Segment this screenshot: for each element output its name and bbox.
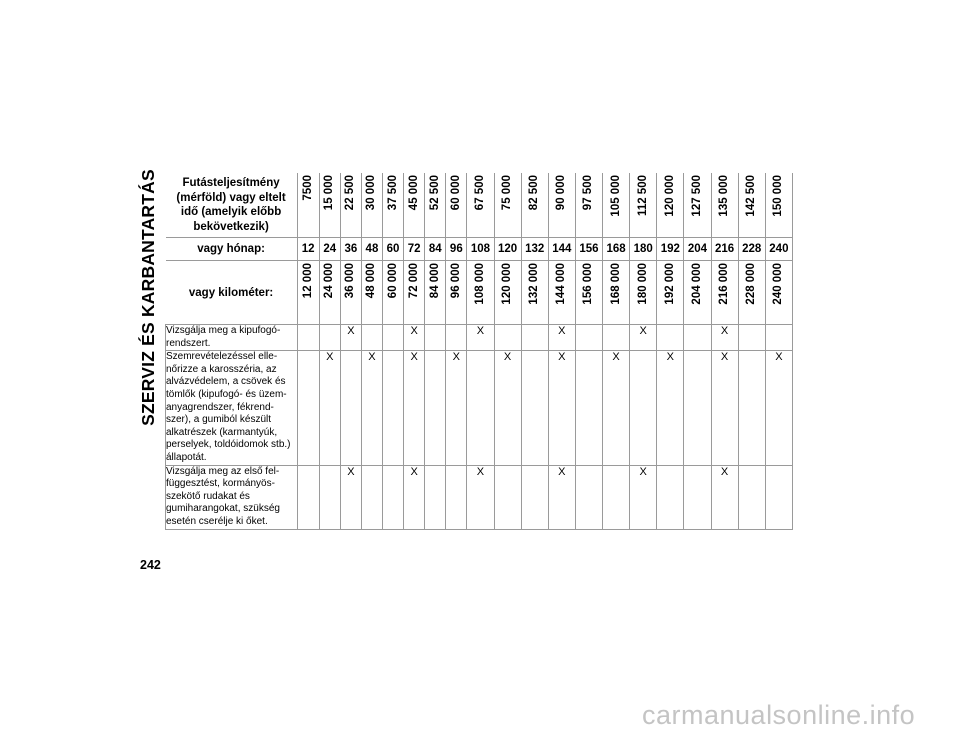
mileage-value xyxy=(738,173,765,238)
mileage-value xyxy=(446,173,467,238)
interval-mark xyxy=(383,325,404,351)
interval-mark: X xyxy=(340,465,361,529)
mileage-value-text: 97 500 xyxy=(582,175,595,211)
interval-mark: X xyxy=(603,351,630,465)
kilometer-value-text: 48 000 xyxy=(365,263,378,299)
mileage-value xyxy=(319,173,340,238)
kilometer-value xyxy=(521,261,548,325)
interval-mark: X xyxy=(630,465,657,529)
mileage-value xyxy=(684,173,711,238)
interval-mark xyxy=(297,465,319,529)
maintenance-items xyxy=(166,325,793,530)
month-value: 108 xyxy=(467,238,494,261)
interval-mark xyxy=(446,465,467,529)
interval-mark xyxy=(575,325,602,351)
mileage-value-text: 45 000 xyxy=(407,175,420,211)
kilometer-value-text: 108 000 xyxy=(473,263,486,305)
mileage-value xyxy=(765,173,792,238)
mileage-value xyxy=(425,173,446,238)
interval-mark xyxy=(575,465,602,529)
interval-mark xyxy=(425,465,446,529)
interval-mark: X xyxy=(548,325,575,351)
kilometer-value-text: 228 000 xyxy=(745,263,758,305)
month-value: 24 xyxy=(319,238,340,261)
mileage-value-text: 120 000 xyxy=(663,175,676,217)
mileage-value-text: 127 500 xyxy=(690,175,703,217)
interval-mark xyxy=(521,465,548,529)
month-value: 216 xyxy=(711,238,738,261)
month-value: 84 xyxy=(425,238,446,261)
mileage-value-text: 75 000 xyxy=(501,175,514,211)
month-value: 192 xyxy=(657,238,684,261)
kilometer-value-text: 180 000 xyxy=(636,263,649,305)
interval-mark xyxy=(657,325,684,351)
kilometer-value-text: 12 000 xyxy=(301,263,314,299)
interval-mark: X xyxy=(404,325,425,351)
month-value: 228 xyxy=(738,238,765,261)
kilometer-value-text: 216 000 xyxy=(718,263,731,305)
interval-mark: X xyxy=(657,351,684,465)
kilometer-value xyxy=(425,261,446,325)
mileage-value xyxy=(603,173,630,238)
kilometer-value xyxy=(361,261,382,325)
month-value: 156 xyxy=(575,238,602,261)
interval-mark xyxy=(765,325,792,351)
mileage-value-text: 135 000 xyxy=(718,175,731,217)
interval-mark: X xyxy=(548,351,575,465)
interval-mark: X xyxy=(404,351,425,465)
interval-mark: X xyxy=(446,351,467,465)
interval-mark xyxy=(521,351,548,465)
kilometer-value-text: 84 000 xyxy=(428,263,441,299)
interval-mark xyxy=(297,325,319,351)
maintenance-item-description: Vizsgálja meg a kipufogó-rendszert. xyxy=(166,325,298,351)
mileage-value xyxy=(467,173,494,238)
mileage-value xyxy=(630,173,657,238)
table-row xyxy=(166,465,793,529)
kilometer-value-text: 240 000 xyxy=(772,263,785,305)
kilometer-value-text: 120 000 xyxy=(501,263,514,305)
month-value: 12 xyxy=(297,238,319,261)
kilometer-value-text: 204 000 xyxy=(690,263,703,305)
mileage-value-text: 15 000 xyxy=(323,175,336,211)
month-value: 168 xyxy=(603,238,630,261)
interval-mark xyxy=(603,325,630,351)
month-value: 240 xyxy=(765,238,792,261)
table-row xyxy=(166,325,793,351)
page-number: 242 xyxy=(140,558,161,572)
interval-mark xyxy=(383,351,404,465)
interval-mark xyxy=(684,351,711,465)
interval-mark xyxy=(738,465,765,529)
kilometer-value xyxy=(711,261,738,325)
kilometer-value xyxy=(319,261,340,325)
mileage-value-text: 150 000 xyxy=(772,175,785,217)
table-row xyxy=(166,351,793,465)
month-value: 180 xyxy=(630,238,657,261)
interval-mark xyxy=(361,325,382,351)
month-value: 36 xyxy=(340,238,361,261)
mileage-value xyxy=(521,173,548,238)
kilometer-value xyxy=(340,261,361,325)
interval-mark: X xyxy=(494,351,521,465)
interval-mark xyxy=(340,351,361,465)
mileage-value xyxy=(548,173,575,238)
mileage-value xyxy=(340,173,361,238)
kilometer-value-text: 24 000 xyxy=(323,263,336,299)
interval-mark xyxy=(575,351,602,465)
kilometer-value xyxy=(383,261,404,325)
kilometer-header-row xyxy=(166,261,793,325)
kilometer-value xyxy=(404,261,425,325)
interval-mark: X xyxy=(340,325,361,351)
interval-mark xyxy=(446,325,467,351)
interval-mark xyxy=(319,325,340,351)
interval-mark xyxy=(425,351,446,465)
interval-mark xyxy=(738,351,765,465)
section-side-title-text: SZERVIZ ÉS KARBANTARTÁS xyxy=(137,168,158,426)
month-value: 72 xyxy=(404,238,425,261)
mileage-value xyxy=(404,173,425,238)
kilometer-value xyxy=(738,261,765,325)
interval-mark xyxy=(297,351,319,465)
kilometer-value xyxy=(548,261,575,325)
month-header-row xyxy=(166,238,793,261)
month-value: 132 xyxy=(521,238,548,261)
interval-mark: X xyxy=(319,351,340,465)
kilometer-value xyxy=(603,261,630,325)
mileage-header-label: Futásteljesítmény (mérföld) vagy eltelt idő (amelyik előbb bekövetkezik) xyxy=(166,173,298,238)
interval-mark: X xyxy=(765,351,792,465)
month-value: 48 xyxy=(361,238,382,261)
section-side-title xyxy=(137,166,159,428)
maintenance-item-description: Vizsgálja meg az első fel-függesztést, kormányös-szekötő rudakat és gumiharangokat, szükség esetén cserélje ki őket. xyxy=(166,465,298,529)
month-value: 96 xyxy=(446,238,467,261)
interval-mark xyxy=(494,465,521,529)
interval-mark: X xyxy=(361,351,382,465)
interval-mark: X xyxy=(711,351,738,465)
mileage-header-row xyxy=(166,173,793,238)
month-value: 120 xyxy=(494,238,521,261)
maintenance-schedule-table xyxy=(165,173,793,530)
footer-watermark: carmanualsonline.info xyxy=(642,700,916,730)
kilometer-value-text: 72 000 xyxy=(407,263,420,299)
mileage-value xyxy=(575,173,602,238)
kilometer-value-text: 96 000 xyxy=(449,263,462,299)
mileage-value-text: 22 500 xyxy=(344,175,357,211)
mileage-value-text: 7500 xyxy=(301,175,314,201)
mileage-value-text: 37 500 xyxy=(386,175,399,211)
interval-mark xyxy=(383,465,404,529)
interval-mark xyxy=(684,325,711,351)
kilometer-value-text: 60 000 xyxy=(386,263,399,299)
mileage-value xyxy=(297,173,319,238)
interval-mark: X xyxy=(630,325,657,351)
month-value: 144 xyxy=(548,238,575,261)
mileage-value xyxy=(494,173,521,238)
interval-mark: X xyxy=(467,465,494,529)
interval-mark xyxy=(521,325,548,351)
mileage-value xyxy=(383,173,404,238)
kilometer-value xyxy=(684,261,711,325)
mileage-value xyxy=(361,173,382,238)
mileage-value-text: 112 500 xyxy=(636,175,649,216)
month-value: 60 xyxy=(383,238,404,261)
interval-mark: X xyxy=(404,465,425,529)
interval-mark xyxy=(630,351,657,465)
month-header-label: vagy hónap: xyxy=(166,238,298,261)
mileage-value-text: 30 000 xyxy=(365,175,378,211)
kilometer-value-text: 168 000 xyxy=(609,263,622,305)
mileage-value-text: 82 500 xyxy=(528,175,541,211)
interval-mark xyxy=(319,465,340,529)
kilometer-value xyxy=(765,261,792,325)
interval-mark xyxy=(467,351,494,465)
interval-mark xyxy=(765,465,792,529)
kilometer-value xyxy=(630,261,657,325)
kilometer-value xyxy=(467,261,494,325)
month-value: 204 xyxy=(684,238,711,261)
kilometer-value xyxy=(297,261,319,325)
kilometer-value xyxy=(446,261,467,325)
mileage-value-text: 105 000 xyxy=(609,175,622,217)
interval-mark xyxy=(738,325,765,351)
mileage-value-text: 60 000 xyxy=(449,175,462,211)
interval-mark: X xyxy=(548,465,575,529)
kilometer-value xyxy=(657,261,684,325)
mileage-value xyxy=(657,173,684,238)
interval-mark: X xyxy=(467,325,494,351)
kilometer-header-label: vagy kilométer: xyxy=(166,261,298,325)
maintenance-item-description: Szemrevételezéssel elle-nőrizze a karosszéria, az alvázvédelem, a csövek és tömlők (kipufogó- és üzem-anyagrendszer, fékrend-szer), a gumiból készült alkatrészek (karmantyúk, perselyek, toldóidomok stb.) állapotát. xyxy=(166,351,298,465)
kilometer-value-text: 156 000 xyxy=(582,263,595,305)
interval-mark xyxy=(684,465,711,529)
kilometer-value xyxy=(494,261,521,325)
interval-mark xyxy=(657,465,684,529)
mileage-value-text: 142 500 xyxy=(745,175,758,217)
mileage-value-text: 90 000 xyxy=(555,175,568,211)
mileage-value-text: 67 500 xyxy=(473,175,486,211)
kilometer-value xyxy=(575,261,602,325)
kilometer-value-text: 144 000 xyxy=(555,263,568,305)
interval-mark xyxy=(425,325,446,351)
mileage-value xyxy=(711,173,738,238)
interval-mark: X xyxy=(711,325,738,351)
mileage-value-text: 52 500 xyxy=(428,175,441,211)
kilometer-value-text: 36 000 xyxy=(344,263,357,299)
interval-mark xyxy=(494,325,521,351)
interval-mark xyxy=(603,465,630,529)
interval-mark: X xyxy=(711,465,738,529)
interval-mark xyxy=(361,465,382,529)
kilometer-value-text: 192 000 xyxy=(663,263,676,305)
kilometer-value-text: 132 000 xyxy=(528,263,541,305)
